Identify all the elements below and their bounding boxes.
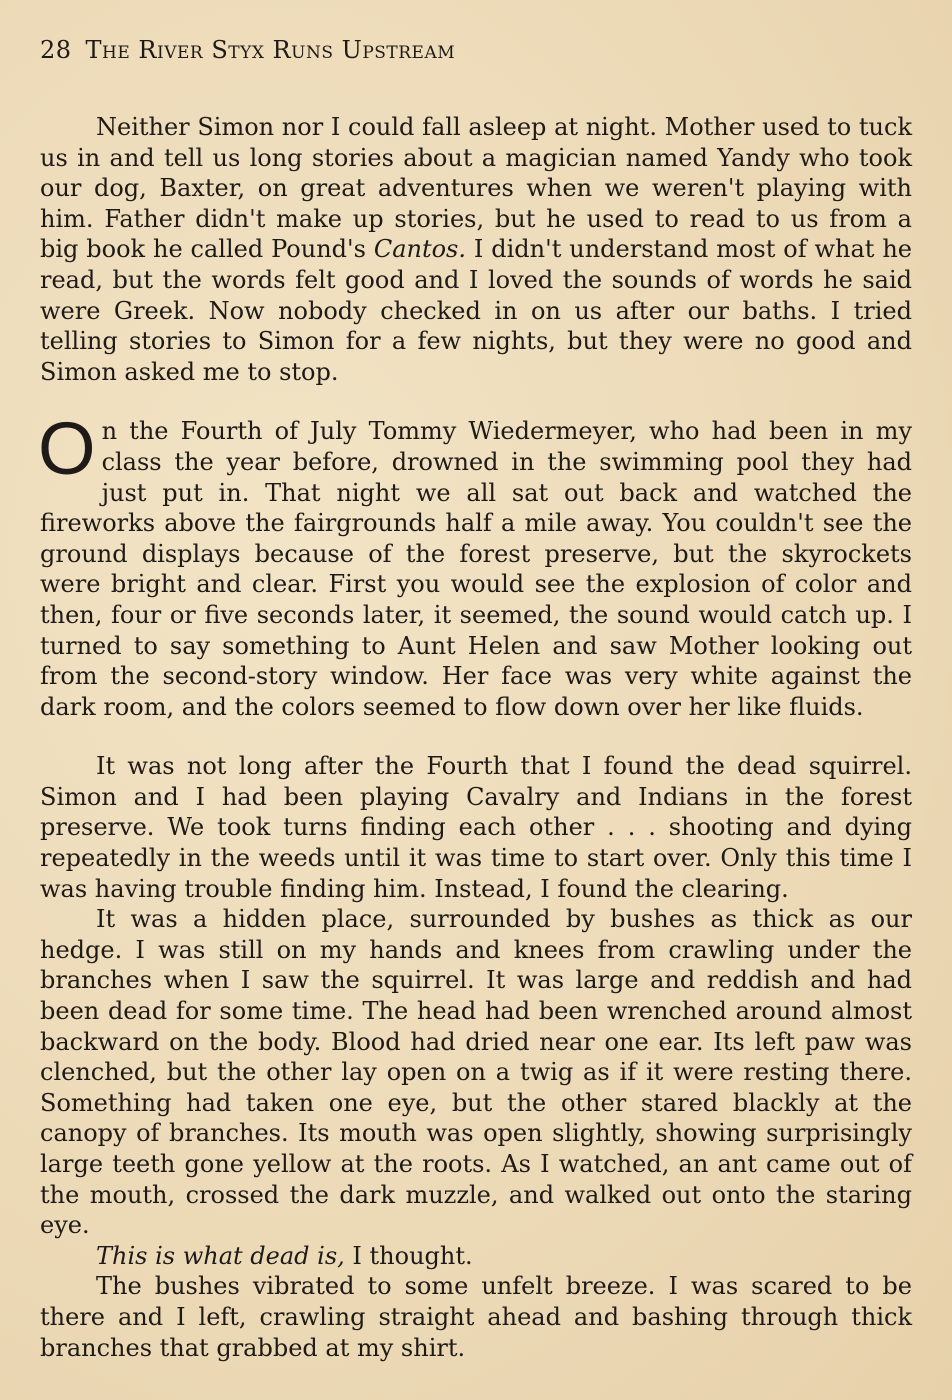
paragraph-1-italic: Cantos. (373, 235, 466, 264)
page-number: 28 (40, 36, 72, 64)
paragraph-6: The bushes vibrated to some unfelt breeze. I was scared to be there and I left, crawling straight ahead and bashing through thick branches that grabbed at my shirt. (40, 1272, 912, 1362)
paragraph-1-end: I didn't understand most of what he read, but the words felt good and I loved the sounds of words he said were Greek. Now nobody checked in on us after our baths. I tried telling stories to Simon for a few nights, but they were no good and Simon asked me to stop. (40, 235, 912, 386)
paragraph-2 (38, 407, 912, 722)
paragraph-1 (40, 112, 912, 387)
paragraph-3: It was not long after the Fourth that I found the dead squirrel. Simon and I had been playing Cavalry and Indians in the forest preserve. We took turns finding each other . . . shooting and dying repeatedly in the weeds until it was time to start over. Only this time I was having trouble finding him. Instead, I found the clearing. (40, 752, 912, 903)
drop-cap: O (38, 407, 96, 491)
body-text (40, 112, 912, 1363)
paragraph-1-text: Neither Simon nor I could fall asleep at night. Mother used to tuck us in and tell us long stories about a magician named Yandy who took our dog, Baxter, on great adventures when we weren't playing with him. Father didn't make up stories, but he used to read to us from a big book he called Pound's (40, 113, 912, 264)
paragraph-2-text: n the Fourth of July Tommy Wiedermeyer, who had been in my class the year before, drowned in the swimming pool they had just put in. That night we all sat out back and watched the fireworks above the fairgrounds half a mile away. You couldn't see the ground displays because of the forest preserve, but the skyrockets were bright and clear. First you would see the explosion of color and then, four or five seconds later, it seemed, the sound would catch up. I turned to say something to Aunt Helen and saw Mother looking out from the second-story window. Her face was very white against the dark room, and the colors seemed to flow down over her like fluids. (40, 417, 912, 721)
running-head (40, 36, 455, 64)
book-title: The River Styx Runs Upstream (85, 36, 456, 64)
paragraph-5-italic: This is what dead is, (96, 1241, 345, 1270)
paragraph-5-end: I thought. (344, 1241, 473, 1270)
paragraph-5 (40, 1241, 912, 1272)
paragraph-4: It was a hidden place, surrounded by bushes as thick as our hedge. I was still on my hands and knees from crawling under the branches when I saw the squirrel. It was large and reddish and had been dead for some time. The head had been wrenched around almost backward on the body. Blood had dried near one ear. Its left paw was clenched, but the other lay open on a twig as if it were resting there. Something had taken one eye, but the other stared blackly at the canopy of branches. Its mouth was open slightly, showing surprisingly large teeth gone yellow at the roots. As I watched, an ant came out of the mouth, crossed the dark muzzle, and walked out onto the staring eye. (40, 905, 912, 1240)
